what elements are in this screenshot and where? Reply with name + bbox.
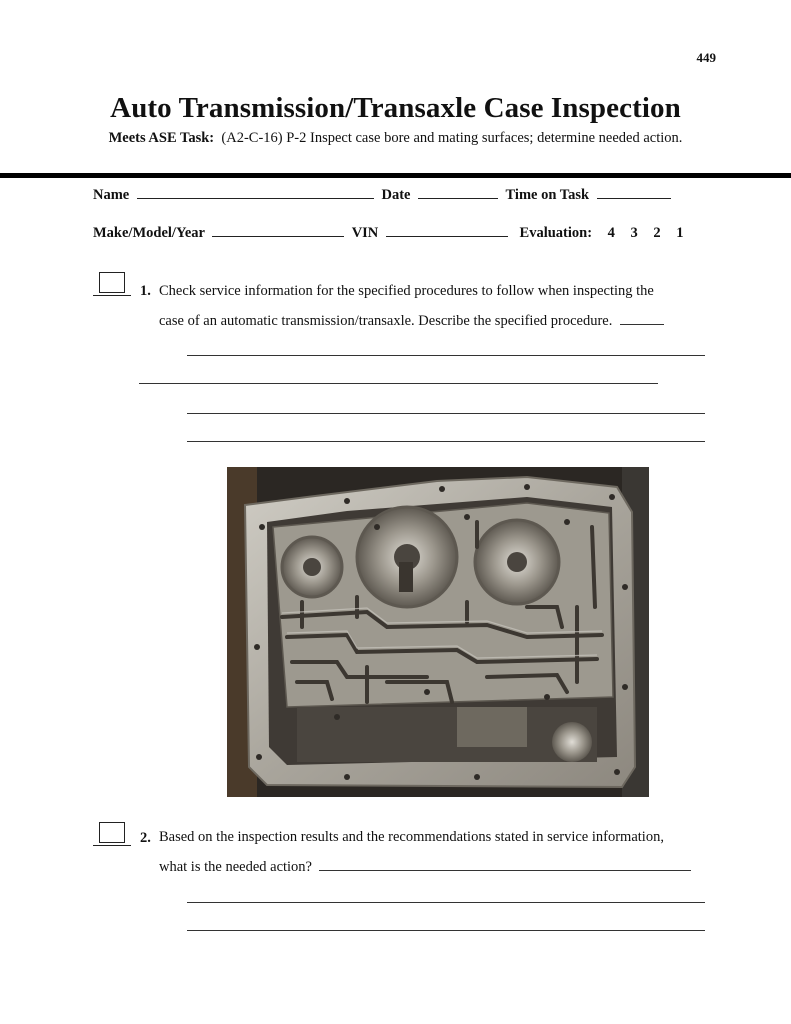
task-2-checkbox[interactable]: [99, 822, 125, 843]
time-on-task-label: Time on Task: [505, 187, 590, 203]
time-on-task-field[interactable]: [597, 185, 671, 199]
question-1-inline-answer[interactable]: [620, 312, 664, 325]
question-1-answer-line-2[interactable]: [139, 383, 658, 384]
question-1-number: 1.: [140, 283, 151, 299]
date-label: Date: [381, 187, 411, 203]
evaluation-label: Evaluation:: [519, 225, 593, 241]
vin-label: VIN: [351, 225, 379, 241]
task-1-check-line: [93, 295, 131, 296]
transmission-case-photo: [227, 467, 649, 797]
question-2-answer-line-2[interactable]: [187, 930, 705, 931]
make-model-year-label: Make/Model/Year: [93, 225, 205, 241]
header-divider: [0, 173, 791, 178]
name-label: Name: [93, 187, 130, 203]
page-number: 449: [696, 50, 716, 65]
question-2-number: 2.: [140, 830, 151, 846]
question-2-line-2: [159, 852, 691, 882]
question-1-text: [159, 276, 664, 336]
info-row-2: [93, 223, 684, 242]
question-2-answer-line-1[interactable]: [187, 902, 705, 903]
question-2-line-1: Based on the inspection results and the recommendations stated in service information,: [159, 829, 664, 845]
question-1-answer-line-3[interactable]: [187, 413, 705, 414]
evaluation-score-1[interactable]: 1: [676, 225, 684, 241]
question-2-line-2-text: what is the needed action?: [159, 859, 312, 875]
task-1-checkbox[interactable]: [99, 272, 125, 293]
question-1-line-2-text: case of an automatic transmission/transaxle. Describe the specified procedure.: [159, 313, 613, 329]
info-row-1: [93, 185, 675, 204]
evaluation-score-2[interactable]: 2: [653, 225, 661, 241]
ase-task-line: [0, 130, 791, 147]
evaluation-scores: [596, 225, 684, 241]
make-model-year-field[interactable]: [212, 223, 344, 237]
ase-task-text: (A2-C-16) P-2 Inspect case bore and mating surfaces; determine needed action.: [221, 130, 683, 146]
page-title: Auto Transmission/Transaxle Case Inspection: [110, 92, 681, 124]
question-2-inline-answer[interactable]: [319, 858, 691, 871]
task-2-check-line: [93, 845, 131, 846]
transmission-case-illustration: [227, 467, 649, 797]
date-field[interactable]: [418, 185, 498, 199]
question-1-answer-line-1[interactable]: [187, 355, 705, 356]
name-field[interactable]: [137, 185, 374, 199]
question-1-answer-line-4[interactable]: [187, 441, 705, 442]
ase-task-label: Meets ASE Task:: [108, 130, 215, 146]
question-2-text: [159, 822, 691, 882]
evaluation-score-3[interactable]: 3: [630, 225, 638, 241]
evaluation-score-4[interactable]: 4: [607, 225, 615, 241]
vin-field[interactable]: [386, 223, 508, 237]
question-1-line-2: [159, 306, 664, 336]
question-1-line-1: Check service information for the specified procedures to follow when inspecting the: [159, 283, 654, 299]
